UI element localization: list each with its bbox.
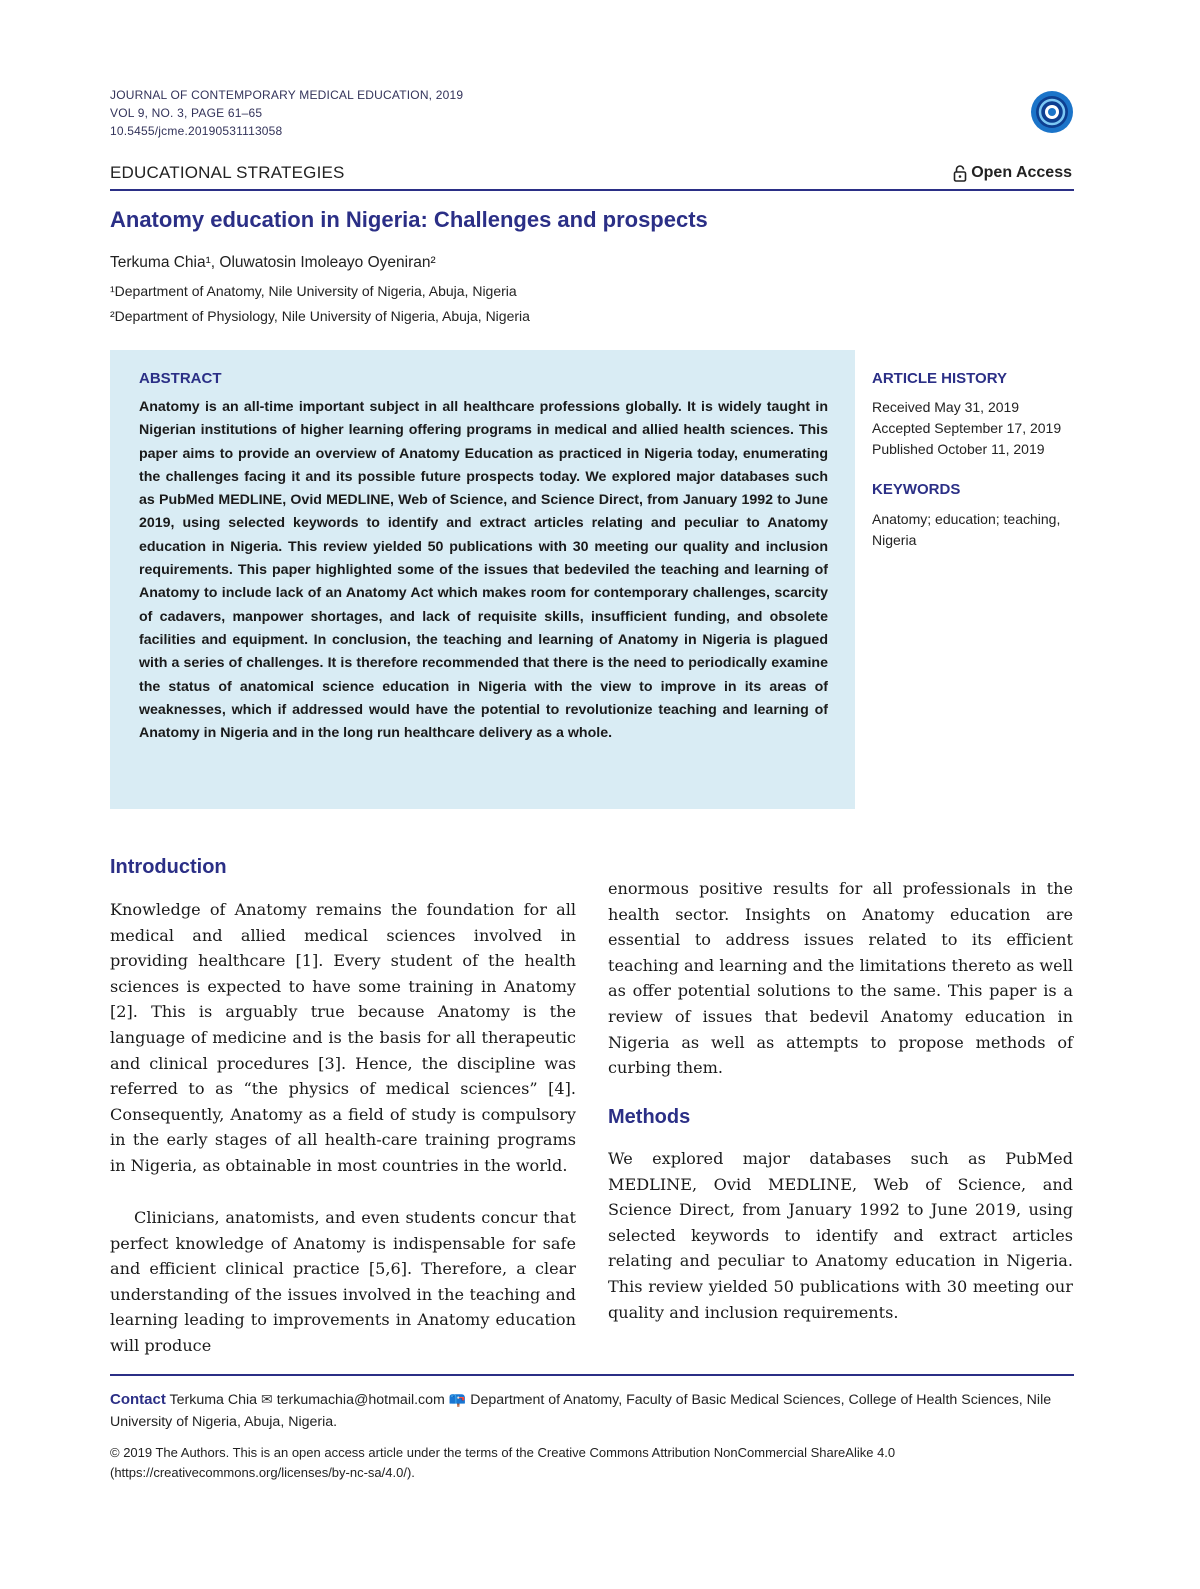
introduction-paragraph-3: enormous positive results for all professionals in the health sector. Insights on Anatomy education are essential to address issues related to its efficient teaching and learning and the limitations thereto as well as offer potential solutions to the same. This paper is a review of issues that bedevil Anatomy education in Nigeria as well as attempts to propose methods of curbing them.: [608, 879, 1073, 1078]
open-access-label: Open Access: [971, 164, 1072, 181]
introduction-paragraph-1: Knowledge of Anatomy remains the foundation for all medical and allied medical sciences involved in providing healthcare [1]. Every student of the health sciences is expected to have some training in Anatomy [2]. This is arguably true because Anatomy is the language of medicine and is the basis for all therapeutic and clinical procedures [3]. Hence, the discipline was referred to as “the physics of medical sciences” [4]. Consequently, Anatomy as a field of study is compulsory in the early stages of all health-care training programs in Nigeria, as obtainable in most countries in the world.: [110, 900, 576, 1175]
footer-divider: [110, 1374, 1074, 1376]
introduction-heading: Introduction: [110, 856, 227, 878]
header-divider: [110, 189, 1074, 191]
journal-doi: 10.5455/jcme.20190531113058: [110, 124, 283, 138]
license-notice: © 2019 The Authors. This is an open access article under the terms of the Creative Commons Attribution NonCommercial ShareAlike 4.0 (https://creativecommons.org/licenses/by-nc-sa/4.0/).: [110, 1445, 896, 1480]
section-label: EDUCATIONAL STRATEGIES: [110, 163, 345, 182]
keywords-heading: KEYWORDS: [872, 481, 961, 498]
introduction-paragraph-2: Clinicians, anatomists, and even students concur that perfect knowledge of Anatomy is indispensable for safe and efficient clinical practice [5,6]. Therefore, a clear understanding of the issues involved in the teaching and learning leading to improvements in Anatomy education will produce: [110, 1208, 576, 1355]
keywords-text: Anatomy; education; teaching, Nigeria: [872, 511, 1061, 548]
accepted-date: Accepted September 17, 2019: [872, 420, 1062, 436]
contact-address: Department of Anatomy, Faculty of Basic Medical Sciences, College of Health Sciences, Nile University of Nigeria, Abuja, Nigeria.: [110, 1392, 1052, 1430]
author-list: Terkuma Chia¹, Oluwatosin Imoleayo Oyeniran²: [110, 254, 436, 271]
affiliation-1: ¹Department of Anatomy, Nile University of Nigeria, Abuja, Nigeria: [110, 283, 517, 299]
affiliation-2: ²Department of Physiology, Nile University of Nigeria, Abuja, Nigeria: [110, 308, 530, 324]
contact-email[interactable]: terkumachia@hotmail.com: [276, 1392, 445, 1408]
open-access-badge: [953, 164, 1072, 182]
methods-heading: Methods: [608, 1106, 691, 1128]
article-history-heading: ARTICLE HISTORY: [872, 370, 1008, 387]
envelope-icon: ✉: [261, 1391, 273, 1407]
mailbox-icon: 📪: [448, 1391, 467, 1407]
journal-name: JOURNAL OF CONTEMPORARY MEDICAL EDUCATION, 2019: [110, 88, 464, 102]
methods-paragraph: We explored major databases such as PubMed MEDLINE, Ovid MEDLINE, Web of Science, and Science Direct, from January 1992 to June 2019, using selected keywords to identify and extract articles relating and peculiar to Anatomy education in Nigeria. This review yielded 50 publications with 30 meeting our quality and inclusion requirements.: [608, 1149, 1073, 1322]
published-date: Published October 11, 2019: [872, 441, 1045, 457]
contact-block: [110, 1388, 1074, 1433]
journal-header: [110, 86, 463, 140]
contact-name: Terkuma Chia: [169, 1392, 258, 1408]
received-date: Received May 31, 2019: [872, 399, 1020, 415]
abstract-heading: ABSTRACT: [139, 370, 222, 387]
article-title: Anatomy education in Nigeria: Challenges and prospects: [110, 207, 708, 232]
article-history: [872, 397, 1061, 460]
journal-logo-icon: [1030, 90, 1074, 134]
abstract-text: Anatomy is an all-time important subject in all healthcare professions globally. It is widely taught in Nigerian institutions of higher learning offering programs in medical and allied health sciences. This paper aims to provide an overview of Anatomy Education as practiced in Nigeria today, enumerating the challenges facing it and its possible future prospects today. We explored major databases such as PubMed MEDLINE, Ovid MEDLINE, Web of Science, and Science Direct, from January 1992 to June 2019, using selected keywords to identify and extract articles relating and peculiar to Anatomy education in Nigeria. This review yielded 50 publications with 30 meeting our quality and inclusion requirements. This paper highlighted some of the issues that bedeviled the teaching and learning of Anatomy to include lack of an Anatomy Act which makes room for contemporary challenges, scarcity of cadavers, manpower shortages, and lack of requisite skills, insufficient funding, and obsolete facilities and equipment. In conclusion, the teaching and learning of Anatomy in Nigeria is plagued with a series of challenges. It is therefore recommended that there is the need to periodically examine the status of anatomical science education in Nigeria with the view to improve in its areas of weaknesses, which if addressed would have the potential to revolutionize teaching and learning of Anatomy in Nigeria and in the long run healthcare delivery as a whole.: [139, 399, 828, 742]
contact-label: Contact: [110, 1391, 166, 1408]
open-lock-icon: [953, 165, 967, 182]
journal-volume: VOL 9, NO. 3, PAGE 61–65: [110, 106, 263, 120]
